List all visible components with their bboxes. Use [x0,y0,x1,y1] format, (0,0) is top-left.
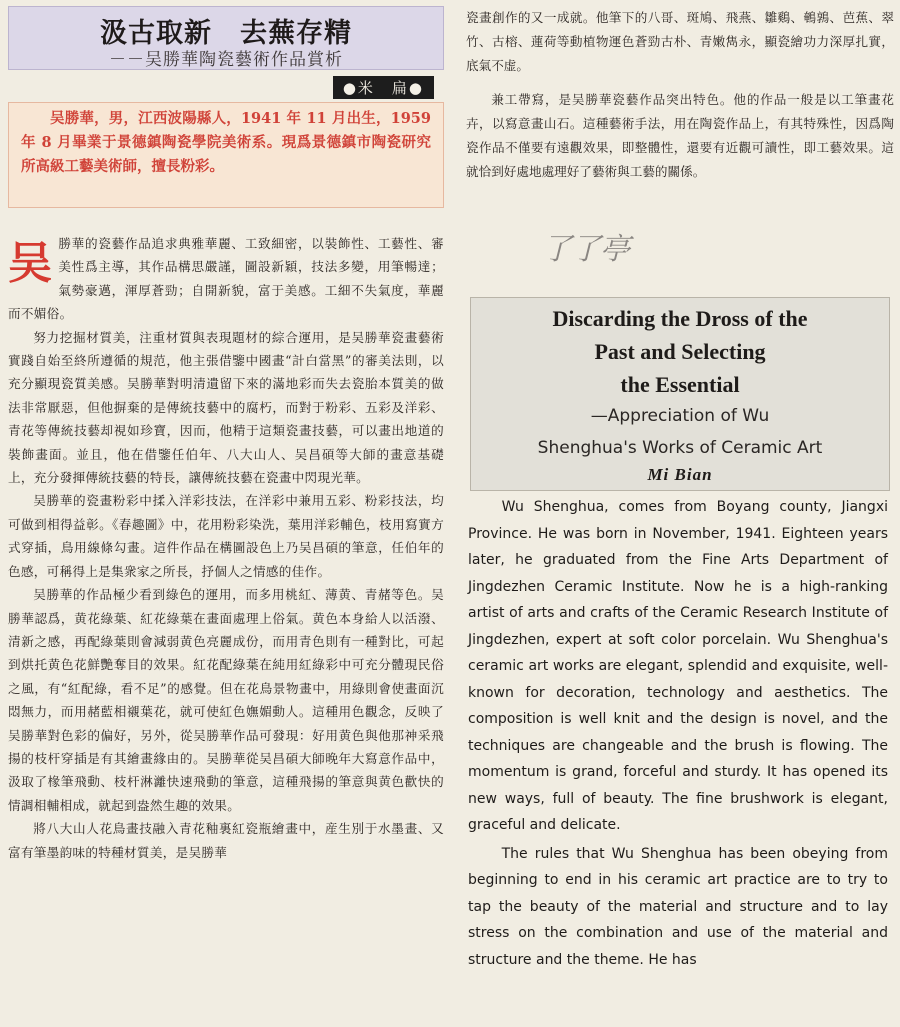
chinese-paragraph: 吴勝華的作品極少看到綠色的運用，而多用桃紅、薄黄、青赭等色。吴勝華認爲，黄花綠葉、紅花綠葉在畫面處理上俗氣。黄色本身給人以活潑、清新之感，再配綠葉則會減弱黄色亮麗成份，而用青色則有一種對比，可起到烘托黄色花鮮艷奪目的效果。紅花配綠葉在純用紅綠彩中可充分體現民俗之風，有“紅配綠，看不足”的感覺。但在花鳥景物畫中，用綠則會使畫面沉悶無力，而用赭藍相襯葉花，就可使紅色嫵媚動人。這種用色觀念，反映了吴勝華對色彩的偏好，另外，從吴勝華作品可發現：好用黄色與他那神采飛揚的枝杆穿插是有其繪畫緣由的。吴勝華從吴昌碩大師晚年大寫意作品中，汲取了椽筆飛動、枝杆淋灕快速飛動的筆意，這種飛揚的筆意與黄色歡快的情調相輔相成，就起到盎然生趣的效果。 [8,587,444,813]
author-intro-text: 吴勝華，男，江西波陽縣人，1941 年 11 月出生，1959 年 8 月畢業于景德鎮陶瓷學院美術系。現爲景德鎮市陶瓷研究所高級工藝美術師，擅長粉彩。 [21,110,431,175]
chinese-paragraph: 將八大山人花鳥畫技融入青花釉裏紅瓷瓶繪畫中，産生別于水墨畫、又富有筆墨韵味的特種材質美，是吴勝華 [8,821,444,860]
english-title-line: Past and Selecting [594,339,766,364]
english-subtitle-line: —Appreciation of Wu [590,406,770,426]
english-author: Mi Bian [647,465,713,484]
chinese-continuation [466,6,894,184]
chinese-title: 汲古取新 去蕪存精 [100,18,352,49]
chinese-paragraph-text: 勝華的瓷藝作品追求典雅華麗、工致細密，以裝飾性、工藝性、審美性爲主導，其作品構思嚴謹，圖設新穎，技法多變，用筆暢達；氣勢豪邁，渾厚蒼勁；自開新貌，富于美感。工細不失氣度，華麗而不媚俗。 [8,236,444,322]
english-title [471,302,889,401]
english-title-line: the Essential [620,372,740,397]
english-paragraph: The rules that Wu Shenghua has been obeying from beginning to end in his ceramic art practice are to try to tap the beauty of the material and structure and to lay stress on the combination and use of the material and structure and the theme. He has [468,845,888,968]
chinese-body [8,232,444,864]
english-subtitle-line: Shenghua's Works of Ceramic Art [537,438,823,458]
author-intro-box [8,102,444,208]
chinese-paragraph [8,232,444,326]
drop-cap: 吴 [8,238,53,289]
chinese-author-row [8,74,444,100]
chinese-paragraph: 瓷畫創作的又一成就。他筆下的八哥、斑鳩、飛燕、雛鷄、鵪鶉、芭蕉、翠竹、古榕、蓮荷等動植物運色蒼勁古朴、青嫩雋永，顯瓷繪功力深厚扎實，底氣不虚。 [466,10,894,73]
chinese-paragraph: 吴勝華的瓷畫粉彩中揉入洋彩技法，在洋彩中兼用五彩、粉彩技法，均可做到相得益彰。《春趣圖》中，花用粉彩染洗，葉用洋彩輔色，枝用寫實方式穿插，鳥用線條勾畫。這件作品在構圖設色上乃吴昌碩的筆意，任伯年的色感，可稱得上是集衆家之所長，抒個人之情感的佳作。 [8,493,444,579]
english-body [468,494,888,973]
chinese-paragraph: 努力挖掘材質美，注重材質與表現題材的綜合運用，是吴勝華瓷畫藝術實踐自始至終所遵循的規范，他主張借鑒中國畫“計白當黑”的審美法則，以充分顯現瓷質美感。吴勝華對明清遺留下來的滿地彩而失去瓷胎本質美的做法非常厭惡，但他摒棄的是傳統技藝中的腐朽，而對于粉彩、五彩及洋彩、青花等傳統技藝却視如珍寶，因而，他精于這類瓷畫技藝，可以畫出地道的裝飾畫面。並且，他在借鑒任伯年、八大山人、吴昌碩等大師的畫意基礎上，充分發揮傳統技藝的特長，讓傳統技藝在瓷畫中閃現光華。 [8,329,444,486]
chinese-column [8,6,444,860]
chinese-title-box [8,6,444,70]
chinese-subtitle: －－吴勝華陶瓷藝術作品賞析 [109,50,343,70]
chinese-paragraph: 兼工帶寫，是吴勝華瓷藝作品突出特色。他的作品一般是以工筆畫花卉，以寫意畫山石。這種藝術手法，用在陶瓷作品上，有其特殊性，因爲陶瓷作品不僅要有遠觀效果，即整體性，還要有近觀可讀性，即工藝效果。這就恰到好處地處理好了藝術與工藝的關係。 [466,92,894,179]
chinese-author-badge: ●米 扁● [333,76,434,99]
english-title-line: Discarding the Dross of the [552,306,808,331]
calligraphy-signature: 了了亭 [542,232,629,267]
english-paragraph: Wu Shenghua, comes from Boyang county, Jiangxi Province. He was born in November, 1941. Eighteen years later, he graduated from the Fine Arts Department of Jingdezhen Ceramic Institute. Now he is a high-ranking artist of arts and crafts of the Ceramic Research Institute of Jingdezhen, expert at soft color porcelain. Wu Shenghua's ceramic art works are elegant, splendid and exquisite, well-known for decoration, technology and aesthetics. The composition is well knit and the design is novel, and the techniques are changeable and the brush is flowing. The momentum is grand, forceful and sturdy. It has opened its new ways, full of beauty. The fine brushwork is elegant, graceful and delicate. [468,499,888,833]
english-subtitle [471,400,889,464]
english-title-box [470,297,890,491]
